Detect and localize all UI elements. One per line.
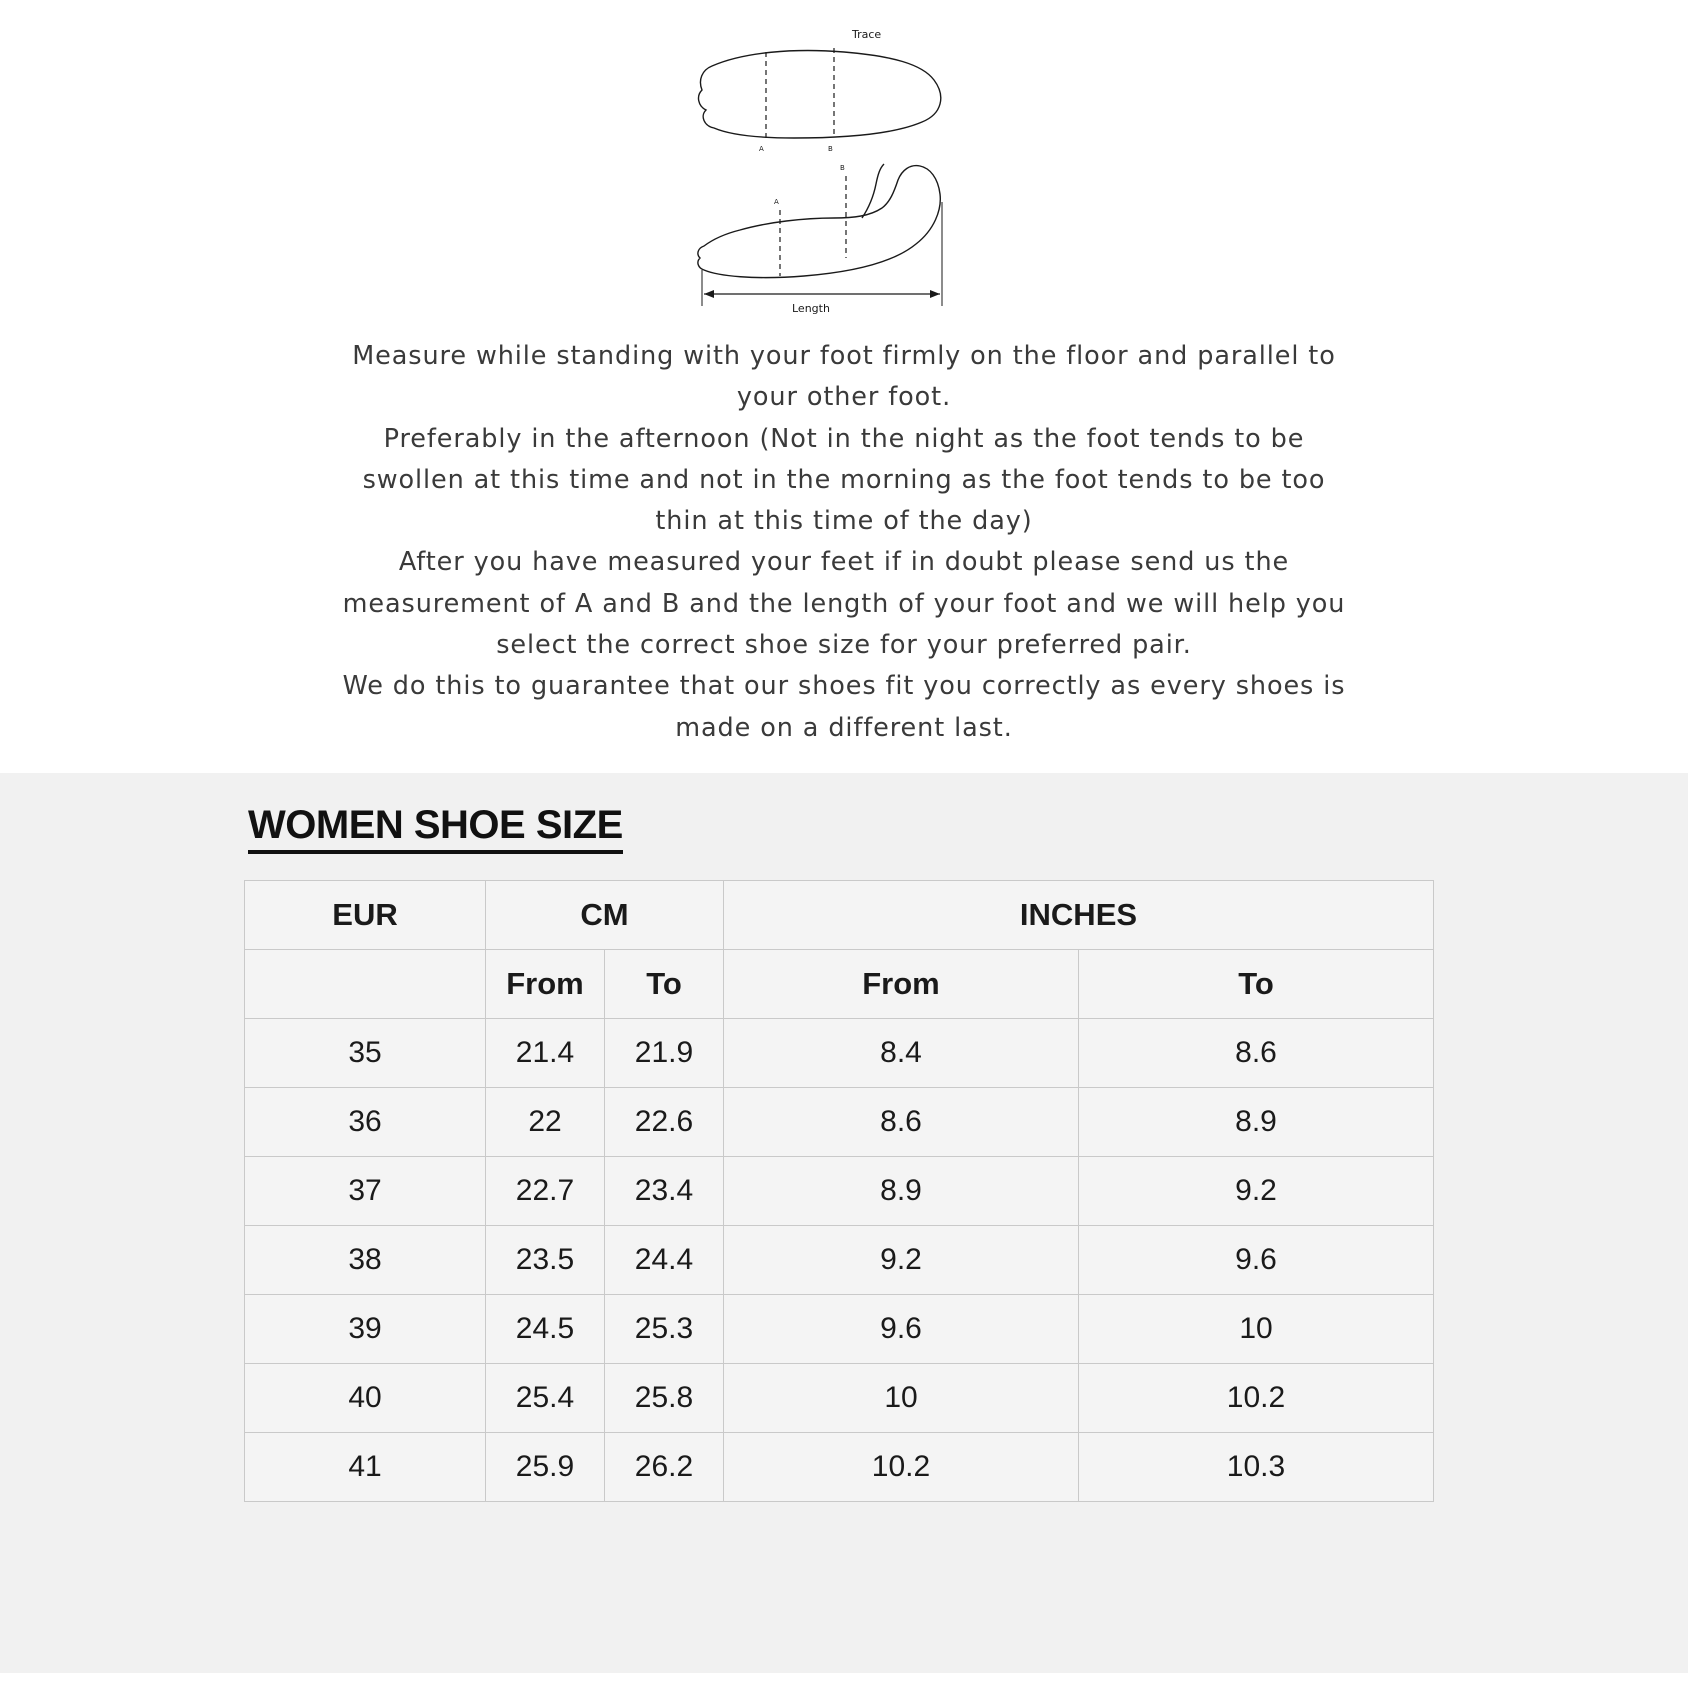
subheader-blank (245, 949, 486, 1018)
instruction-line: thin at this time of the day) (655, 506, 1033, 537)
instruction-line: Preferably in the afternoon (Not in the night as the foot tends to be (383, 423, 1305, 454)
size-chart-table (244, 880, 1434, 1502)
header-cm: CM (486, 880, 724, 949)
size-chart-title: WOMEN SHOE SIZE (248, 803, 623, 854)
instruction-line: After you have measured your feet if in doubt please send us the (398, 547, 1290, 578)
cell-inches-to: 8.9 (1079, 1087, 1434, 1156)
diagram-label-b-top: B (828, 145, 833, 153)
cell-inches-to: 8.6 (1079, 1018, 1434, 1087)
table-sub-header-row (245, 949, 1434, 1018)
cell-inches-from: 9.2 (724, 1225, 1079, 1294)
cell-inches-to: 9.6 (1079, 1225, 1434, 1294)
header-inches: INCHES (724, 880, 1434, 949)
cell-inches-from: 8.4 (724, 1018, 1079, 1087)
table-row (245, 1018, 1434, 1087)
foot-measurement-diagram (0, 0, 1688, 318)
cell-inches-to: 9.2 (1079, 1156, 1434, 1225)
cell-cm-from: 24.5 (486, 1294, 605, 1363)
cell-inches-to: 10.3 (1079, 1432, 1434, 1501)
instruction-line: made on a different last. (675, 712, 1013, 743)
cell-cm-from: 22 (486, 1087, 605, 1156)
instruction-line: swollen at this time and not in the morning as the foot tends to be too (362, 464, 1326, 495)
subheader-cm-to: To (605, 949, 724, 1018)
table-row (245, 1294, 1434, 1363)
diagram-label-a-side: A (774, 198, 779, 206)
diagram-label-b-side: B (840, 164, 845, 172)
table-row (245, 1432, 1434, 1501)
cell-inches-to: 10.2 (1079, 1363, 1434, 1432)
cell-cm-to: 24.4 (605, 1225, 724, 1294)
cell-cm-to: 25.3 (605, 1294, 724, 1363)
cell-cm-to: 22.6 (605, 1087, 724, 1156)
cell-inches-to: 10 (1079, 1294, 1434, 1363)
cell-cm-from: 23.5 (486, 1225, 605, 1294)
instruction-line: measurement of A and B and the length of your foot and we will help you (342, 588, 1346, 619)
cell-inches-from: 9.6 (724, 1294, 1079, 1363)
table-row (245, 1225, 1434, 1294)
cell-cm-from: 25.4 (486, 1363, 605, 1432)
diagram-label-a-top: A (759, 145, 764, 153)
cell-eur: 40 (245, 1363, 486, 1432)
instruction-line: select the correct shoe size for your preferred pair. (496, 630, 1192, 661)
instruction-line: We do this to guarantee that our shoes fit you correctly as every shoes is (342, 671, 1346, 702)
cell-cm-from: 25.9 (486, 1432, 605, 1501)
cell-cm-to: 26.2 (605, 1432, 724, 1501)
size-chart-panel (0, 773, 1688, 1673)
cell-cm-from: 21.4 (486, 1018, 605, 1087)
cell-inches-from: 8.6 (724, 1087, 1079, 1156)
cell-cm-to: 23.4 (605, 1156, 724, 1225)
instruction-line: Measure while standing with your foot firmly on the floor and parallel to (352, 341, 1336, 371)
cell-inches-from: 8.9 (724, 1156, 1079, 1225)
instruction-line: your other foot. (736, 382, 952, 413)
cell-eur: 36 (245, 1087, 486, 1156)
subheader-cm-from: From (486, 949, 605, 1018)
cell-cm-to: 25.8 (605, 1363, 724, 1432)
cell-eur: 35 (245, 1018, 486, 1087)
table-row (245, 1156, 1434, 1225)
cell-eur: 37 (245, 1156, 486, 1225)
cell-eur: 38 (245, 1225, 486, 1294)
table-row (245, 1087, 1434, 1156)
diagram-label-trace: Trace (852, 28, 882, 41)
subheader-inches-to: To (1079, 949, 1434, 1018)
cell-inches-from: 10.2 (724, 1432, 1079, 1501)
measurement-instructions (219, 336, 1469, 749)
cell-inches-from: 10 (724, 1363, 1079, 1432)
cell-eur: 41 (245, 1432, 486, 1501)
header-eur: EUR (245, 880, 486, 949)
foot-diagram-svg (694, 18, 994, 318)
table-group-header-row (245, 880, 1434, 949)
diagram-label-length: Length (792, 302, 830, 315)
subheader-inches-from: From (724, 949, 1079, 1018)
cell-eur: 39 (245, 1294, 486, 1363)
cell-cm-to: 21.9 (605, 1018, 724, 1087)
table-row (245, 1363, 1434, 1432)
cell-cm-from: 22.7 (486, 1156, 605, 1225)
